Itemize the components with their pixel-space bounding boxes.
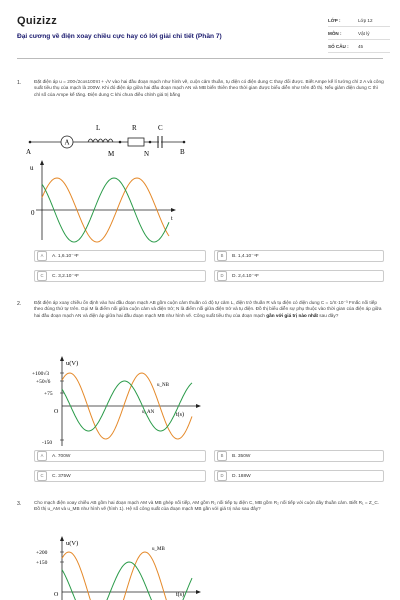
option-letter: C bbox=[37, 471, 47, 481]
tick-label: -150 bbox=[42, 440, 53, 446]
question-number: 1. bbox=[17, 80, 22, 86]
voltage-graph-1 bbox=[24, 160, 184, 240]
question-text: Cho mạch điện xoay chiều AB gồm hai đoạn mạch AM và MB ghép nối tiếp, AM gồm R₁ nối tiếp tụ điện C, MB gồm R₂ nối tiếp với cuộn dây thuần cảm. Biết R₁ = Z_C. Đồ thị u_AM và u_MB như hình vẽ (hình 1). Hệ số công suất của đoạn mạch MB gần với giá trị nào sau đây? bbox=[34, 500, 380, 512]
curve-green bbox=[62, 562, 192, 600]
tick-label: +200 bbox=[36, 550, 48, 556]
meta-value: Lớp 12 bbox=[358, 17, 373, 23]
tick-label: +150 bbox=[36, 560, 48, 566]
circuit-label: C bbox=[158, 124, 163, 132]
axis-label-t: t(s) bbox=[176, 412, 184, 418]
origin-label: 0 bbox=[31, 209, 35, 217]
circuit-label: B bbox=[180, 148, 185, 156]
circuit-label: A bbox=[64, 138, 70, 147]
option-text: D. 2,4.10⁻⁴F bbox=[232, 273, 259, 279]
tick-label: +50√6 bbox=[36, 379, 51, 385]
meta-key: LỚP : bbox=[328, 17, 341, 23]
tick-label: +100√3 bbox=[32, 371, 50, 377]
option-letter: D bbox=[217, 271, 227, 281]
axis-label-u: u(V) bbox=[66, 360, 79, 367]
axis-label-u: u(V) bbox=[66, 540, 79, 547]
meta-row-count bbox=[328, 40, 390, 53]
voltage-graph-2 bbox=[24, 356, 204, 448]
option-letter: C bbox=[37, 271, 47, 281]
curve-orange bbox=[62, 552, 192, 600]
axis-label-t: t(s) bbox=[176, 592, 184, 598]
answer-option-d[interactable] bbox=[214, 270, 384, 282]
curve-label: u_NB bbox=[157, 383, 169, 388]
meta-row-class bbox=[328, 14, 390, 27]
circuit-label: L bbox=[96, 124, 101, 132]
voltage-graph-3 bbox=[24, 536, 204, 600]
circuit-label: N bbox=[144, 150, 150, 158]
question-number: 3. bbox=[17, 501, 22, 507]
meta-value: Vật lý bbox=[358, 30, 370, 36]
answer-option-d[interactable] bbox=[214, 470, 384, 482]
option-text: C. 375W bbox=[52, 473, 71, 479]
origin-label: O bbox=[54, 409, 59, 415]
answer-option-c[interactable] bbox=[34, 470, 206, 482]
option-text: A. 700W bbox=[52, 453, 71, 459]
option-text: A. 1,6.10⁻⁴F bbox=[52, 253, 79, 259]
circuit-diagram bbox=[24, 118, 194, 163]
question-text: Đặt điện áp u = 200√2cos100πt + √V vào hai đầu đoạn mạch như hình vẽ, cuộn cảm thuần, tụ điện có điện dung C thay đổi được. Biết Ampe kế lí tưởng chỉ 2 A và công suất tiêu thụ của mạch là 200W. Khi đó điện áp giữa hai đầu đoạn mạch AN và MB biến thiên theo thời gian được biểu diễn như trên đồ thị. Nếu giảm điện dung C thì chỉ số của Ampe kế tăng. Điện dung C khi chưa điều chỉnh giá trị bằng bbox=[34, 79, 384, 97]
circuit-label: A bbox=[26, 148, 32, 156]
meta-key: MÔN : bbox=[328, 30, 342, 36]
page-title: Đại cương về điện xoay chiều cực hay có lời giải chi tiết (Phần 7) bbox=[17, 33, 222, 40]
option-text: B. 1,4.10⁻⁴F bbox=[232, 253, 259, 259]
option-letter: D bbox=[217, 471, 227, 481]
question-text: Đặt điện áp xoay chiều ổn định vào hai đầu đoạn mạch AB gồm cuộn cảm thuần có độ tự cảm L, điện trở thuần R và tụ điện có điện dung C = 1/π·10⁻³ Fmắc nối tiếp theo đúng thứ tự trên. Gọi M là điểm nối giữa cuộn cảm và điện trở; N là điểm nối giữa điện trở và tụ điện. Đồ thị biểu diễn sự phụ thuộc vào thời gian của điện áp giữa hai đầu đoạn mạch AN và điện áp giữa hai đầu đoạn mạch MB như hình vẽ. Công suất tiêu thụ của đoạn mạch gần với giá trị nào nhất sau đây? bbox=[34, 300, 382, 318]
quizizz-logo: Quizizz bbox=[17, 15, 57, 27]
origin-label: O bbox=[54, 592, 59, 598]
meta-key: SỐ CÂU : bbox=[328, 43, 349, 49]
answer-option-a[interactable] bbox=[34, 450, 206, 462]
answer-option-c[interactable] bbox=[34, 270, 206, 282]
meta-table bbox=[328, 14, 390, 53]
answer-option-b[interactable] bbox=[214, 250, 384, 262]
tick-label: +75 bbox=[44, 391, 53, 397]
answer-option-a[interactable] bbox=[34, 250, 206, 262]
meta-row-subject bbox=[328, 27, 390, 40]
option-letter: B bbox=[217, 251, 227, 261]
option-text: B. 350W bbox=[232, 453, 251, 459]
option-text: D. 188W bbox=[232, 473, 251, 479]
answer-option-b[interactable] bbox=[214, 450, 384, 462]
curve-label: u_MB bbox=[152, 547, 165, 552]
axis-label-u: u bbox=[30, 164, 34, 172]
circuit-label: M bbox=[108, 150, 115, 158]
circuit-label: R bbox=[132, 124, 137, 132]
option-text: C. 3,2.10⁻⁴F bbox=[52, 273, 79, 279]
curve-label: u_AN bbox=[142, 410, 155, 415]
meta-value: 45 bbox=[358, 43, 364, 49]
option-letter: A bbox=[37, 251, 47, 261]
header-divider bbox=[17, 58, 383, 59]
question-number: 2. bbox=[17, 301, 22, 307]
option-letter: B bbox=[217, 451, 227, 461]
axis-label-t: t bbox=[171, 216, 173, 222]
option-letter: A bbox=[37, 451, 47, 461]
